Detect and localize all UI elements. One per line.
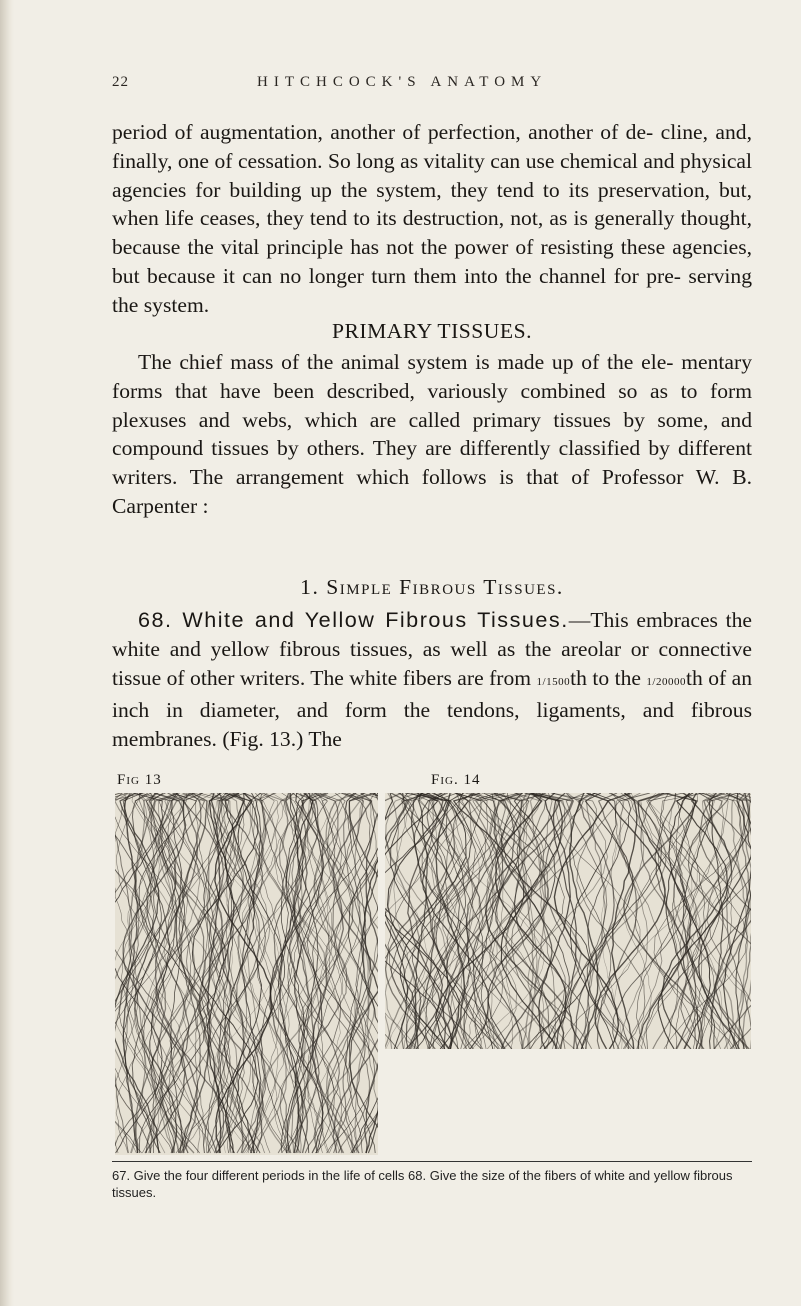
fig14-label: Fig. 14 (431, 772, 481, 788)
fig14-yellow-fibrous-tissue-engraving (385, 793, 751, 1049)
section-heading-primary-tissues: PRIMARY TISSUES. (331, 319, 532, 343)
paragraph-1 (112, 118, 752, 320)
fig13-white-fibrous-tissue-engraving (115, 793, 378, 1155)
paragraph-2-text: The chief mass of the animal system is made up of the ele- mentary forms that have been described, variously combined so as to form plexuses and webs, which are called primary tissues by some, and compound tissues by others. They are differently classified by different writers. The arrangement which follows is that of Professor W. B. Carpenter : (112, 350, 752, 518)
footnote-questions: 67. Give the four different periods in the life of cells 68. Give the size of the fibers of white and yellow fibrous tissues. (112, 1168, 733, 1200)
fibre-stroke (612, 793, 652, 1049)
paragraph-1-text: period of augmentation, another of perfection, another of de- cline, and, finally, one of cessation. So long as vitality can use chemical and physical agencies for building up the system, they tend to its preservation, but, when life ceases, they tend to its destruction, not, as is generally thought, because the vital principle has not the power of resisting these agencies, but because it can no longer turn them into the channel for pre- serving the system. (112, 120, 752, 317)
fig14-illustration (385, 793, 751, 1049)
paragraph-3-part-c: th of an inch in diameter, and form the tendons, ligaments, and fibrous membranes. (Fig. 13.) The (112, 665, 752, 752)
fig13-label: Fig 13 (117, 772, 162, 788)
fraction-2: 1/20000 (646, 675, 686, 688)
footnote-rule (112, 1161, 752, 1162)
paragraph-3-lead: 68. White and Yellow Fibrous Tissues. (138, 607, 569, 632)
fibre-stroke (595, 793, 665, 1049)
paragraph-3-part-b: th to the (570, 665, 647, 690)
paragraph-3-part-a: —This embraces the white and yellow fibrous tissues, as well as the areolar or connective tissue of other writers. The white fibers are from (112, 608, 753, 690)
paragraph-3 (112, 606, 752, 754)
running-header (112, 74, 752, 98)
paragraph-3-text (112, 606, 752, 754)
subsection-heading-simple-fibrous: 1. Simple Fibrous Tissues. (300, 575, 564, 599)
running-title: HITCHCOCK'S ANATOMY (257, 74, 548, 90)
page-edge (0, 0, 14, 1306)
fig13-illustration (115, 793, 378, 1155)
page-number: 22 (112, 74, 129, 90)
fraction-1: 1/1500 (536, 675, 571, 688)
paragraph-2 (112, 348, 752, 521)
